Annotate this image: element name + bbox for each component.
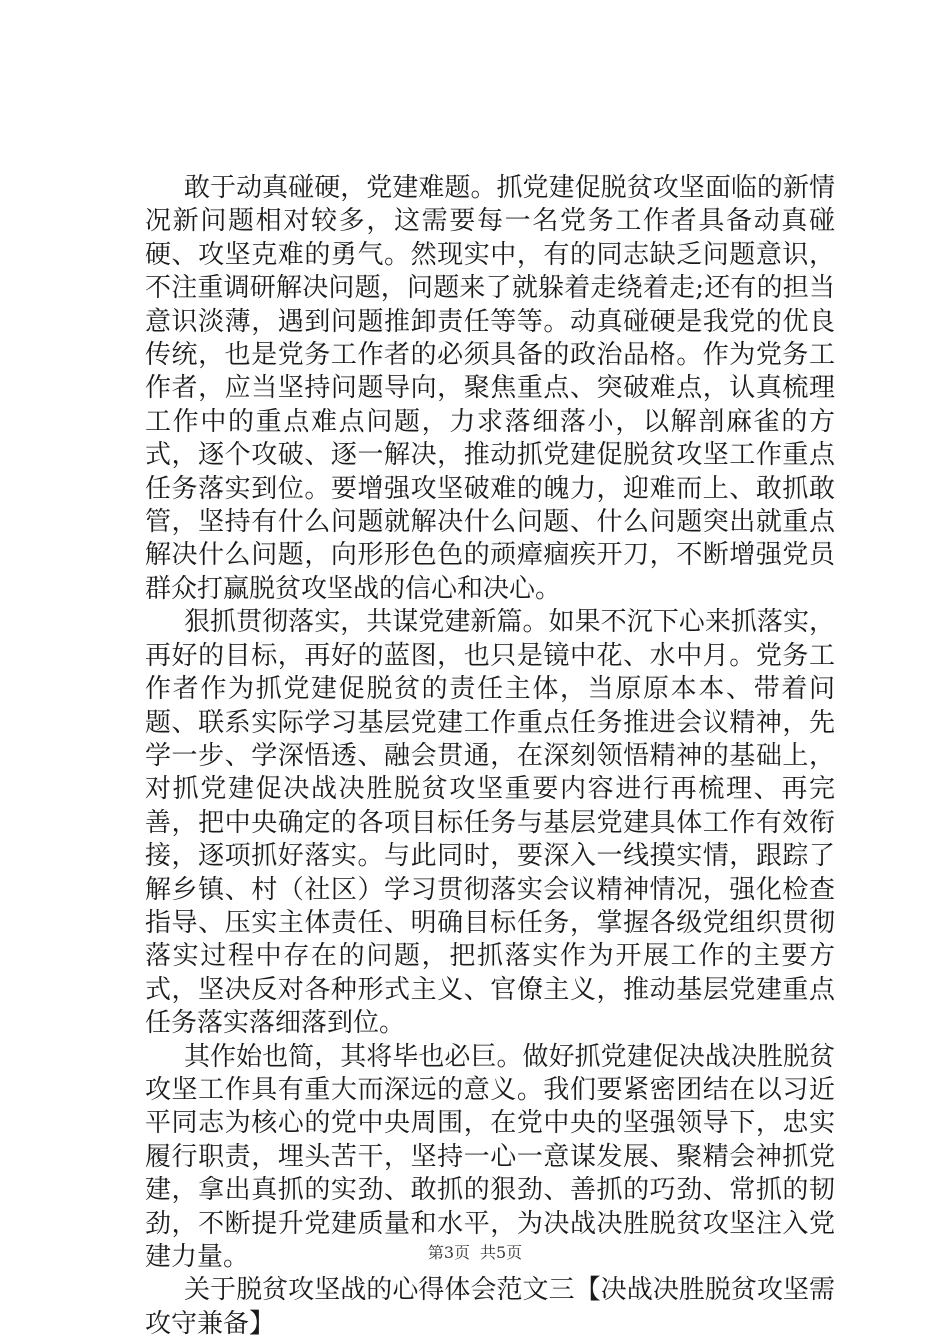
paragraph-3: 其作始也简，其将毕也必巨。做好抓党建促决战决胜脱贫攻坚工作具有重大而深远的意义。我们要紧密团结在以习近平同志为核心的党中央周围，在党中央的坚强领导下，忠实履行职责，埋头苦干，坚持一心一意谋发展、聚精会神抓党建，拿出真抓的实劲、敢抓的狠劲、善抓的巧劲、常抓的韧劲，不断提升党建质量和水平，为决战决胜脱贫攻坚注入党建力量。 [145, 1041, 835, 1272]
document-body [145, 172, 835, 1341]
section-heading: 关于脱贫攻坚战的心得体会范文三【决战决胜脱贫攻坚需攻守兼备】 [145, 1275, 835, 1339]
page-footer [0, 1240, 950, 1263]
page-total: 共5页 [480, 1243, 523, 1262]
paragraph-2: 狠抓贯彻落实，共谋党建新篇。如果不沉下心来抓落实，再好的目标，再好的蓝图，也只是镜中花、水中月。党务工作者作为抓党建促脱贫的责任主体，当原原本本、带着问题、联系实际学习基层党建工作重点任务推进会议精神，先学一步、学深悟透、融会贯通，在深刻领悟精神的基础上，对抓党建促决战决胜脱贫攻坚重要内容进行再梳理、再完善，把中央确定的各项目标任务与基层党建具体工作有效衔接，逐项抓好落实。与此同时，要深入一线摸实情，跟踪了解乡镇、村（社区）学习贯彻落实会议精神情况，强化检查指导、压实主体责任、明确目标任务，掌握各级党组织贯彻落实过程中存在的问题，把抓落实作为开展工作的主要方式，坚决反对各种形式主义、官僚主义，推动基层党建重点任务落实落细落到位。 [145, 607, 835, 1039]
page-number: 第3页 [427, 1243, 470, 1262]
paragraph-1: 敢于动真碰硬，党建难题。抓党建促脱贫攻坚面临的新情况新问题相对较多，这需要每一名党务工作者具备动真碰硬、攻坚克难的勇气。然现实中，有的同志缺乏问题意识，不注重调研解决问题，问题来了就躲着走绕着走;还有的担当意识淡薄，遇到问题推卸责任等等。动真碰硬是我党的优良传统，也是党务工作者的必须具备的政治品格。作为党务工作者，应当坚持问题导向，聚焦重点、突破难点，认真梳理工作中的重点难点问题，力求落细落小，以解剖麻雀的方式，逐个攻破、逐一解决，推动抓党建促脱贫攻坚工作重点任务落实到位。要增强攻坚破难的魄力，迎难而上、敢抓敢管，坚持有什么问题就解决什么问题、什么问题突出就重点解决什么问题，向形形色色的顽瘴痼疾开刀，不断增强党员群众打赢脱贫攻坚战的信心和决心。 [145, 173, 835, 604]
